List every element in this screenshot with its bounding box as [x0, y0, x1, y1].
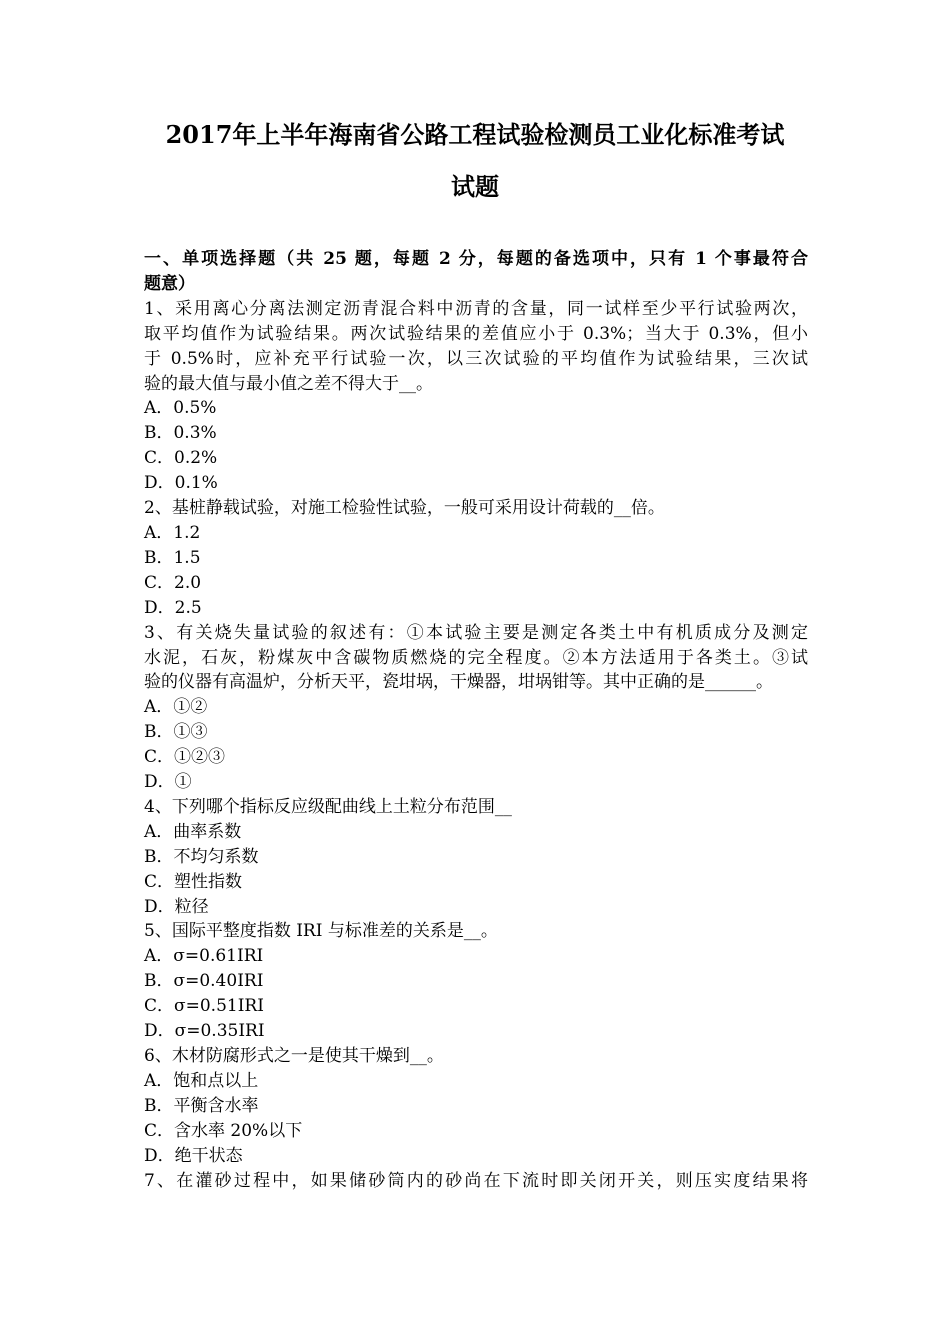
option-a: A．饱和点以上 — [144, 1070, 259, 1091]
option-a: A．①② — [144, 697, 208, 718]
option-c: C．塑性指数 — [144, 871, 243, 892]
question-6 — [144, 1044, 808, 1169]
section-heading-line-2: 题意） — [144, 273, 195, 294]
option-d: D．粒径 — [144, 896, 209, 917]
question-stem-line: 6、木材防腐形式之一是使其干燥到__。 — [144, 1046, 444, 1066]
document-title-line-2: 试题 — [451, 172, 499, 201]
option-a: A．σ=0.61IRI — [144, 946, 264, 967]
question-stem-line: 4、下列哪个指标反应级配曲线上土粒分布范围__ — [144, 796, 512, 817]
option-b: B．0.3% — [144, 423, 217, 444]
option-b: B．1.5 — [144, 547, 201, 568]
document-body — [144, 247, 808, 1193]
question-stem-line: 于 0.5%时，应补充平行试验一次，以三次试验的平均值作为试验结果，三次试 — [144, 348, 808, 369]
option-c: C．0.2% — [144, 448, 218, 469]
question-stem-line: 3、有关烧失量试验的叙述有：①本试验主要是测定各类土中有机质成分及测定 — [144, 622, 808, 643]
question-3 — [144, 621, 808, 795]
option-d: D．2.5 — [144, 597, 202, 618]
question-2 — [144, 496, 808, 621]
question-4 — [144, 795, 808, 920]
question-stem-line: 验的最大值与最小值之差不得大于__。 — [144, 373, 433, 394]
option-d: D．① — [144, 772, 192, 793]
option-d: D．绝干状态 — [144, 1145, 243, 1166]
option-a: A．1.2 — [144, 522, 201, 543]
option-c: C．2.0 — [144, 572, 202, 593]
question-stem-line: 水泥，石灰，粉煤灰中含碳物质燃烧的完全程度。②本方法适用于各类土。③试 — [144, 647, 808, 668]
question-stem-line: 7、在灌砂过程中，如果储砂筒内的砂尚在下流时即关闭开关，则压实度结果将 — [144, 1170, 808, 1191]
question-stem-line: 5、国际平整度指数 IRI 与标准差的关系是__。 — [144, 921, 498, 942]
option-d: D．0.1% — [144, 473, 218, 494]
option-a: A．曲率系数 — [144, 821, 242, 842]
option-c: C．①②③ — [144, 747, 226, 768]
document-title-line-1: 2017年上半年海南省公路工程试验检测员工业化标准考试 — [165, 120, 785, 149]
option-b: B．①③ — [144, 722, 208, 743]
option-c: C．σ=0.51IRI — [144, 996, 264, 1017]
question-stem-line: 取平均值作为试验结果。两次试验结果的差值应小于 0.3%；当大于 0.3%，但小 — [144, 323, 808, 344]
section-heading-line-1: 一、单项选择题（共 25 题，每题 2 分，每题的备选项中，只有 1 个事最符合 — [144, 249, 808, 269]
option-c: C．含水率 20%以下 — [144, 1120, 303, 1141]
question-5 — [144, 919, 808, 1044]
option-b: B．σ=0.40IRI — [144, 971, 264, 992]
question-stem-line: 验的仪器有高温炉，分析天平，瓷坩埚，干燥器，坩埚钳等。其中正确的是______。 — [144, 672, 773, 693]
option-a: A．0.5% — [144, 398, 217, 419]
option-b: B．平衡含水率 — [144, 1095, 259, 1116]
question-stem-line: 2、基桩静载试验，对施工检验性试验，一般可采用设计荷载的__倍。 — [144, 498, 665, 519]
question-stem-line: 1、采用离心分离法测定沥青混合料中沥青的含量，同一试样至少平行试验两次， — [144, 298, 808, 319]
option-d: D．σ=0.35IRI — [144, 1021, 265, 1042]
option-b: B．不均匀系数 — [144, 846, 259, 867]
question-7 — [144, 1169, 808, 1194]
question-1 — [144, 297, 808, 496]
